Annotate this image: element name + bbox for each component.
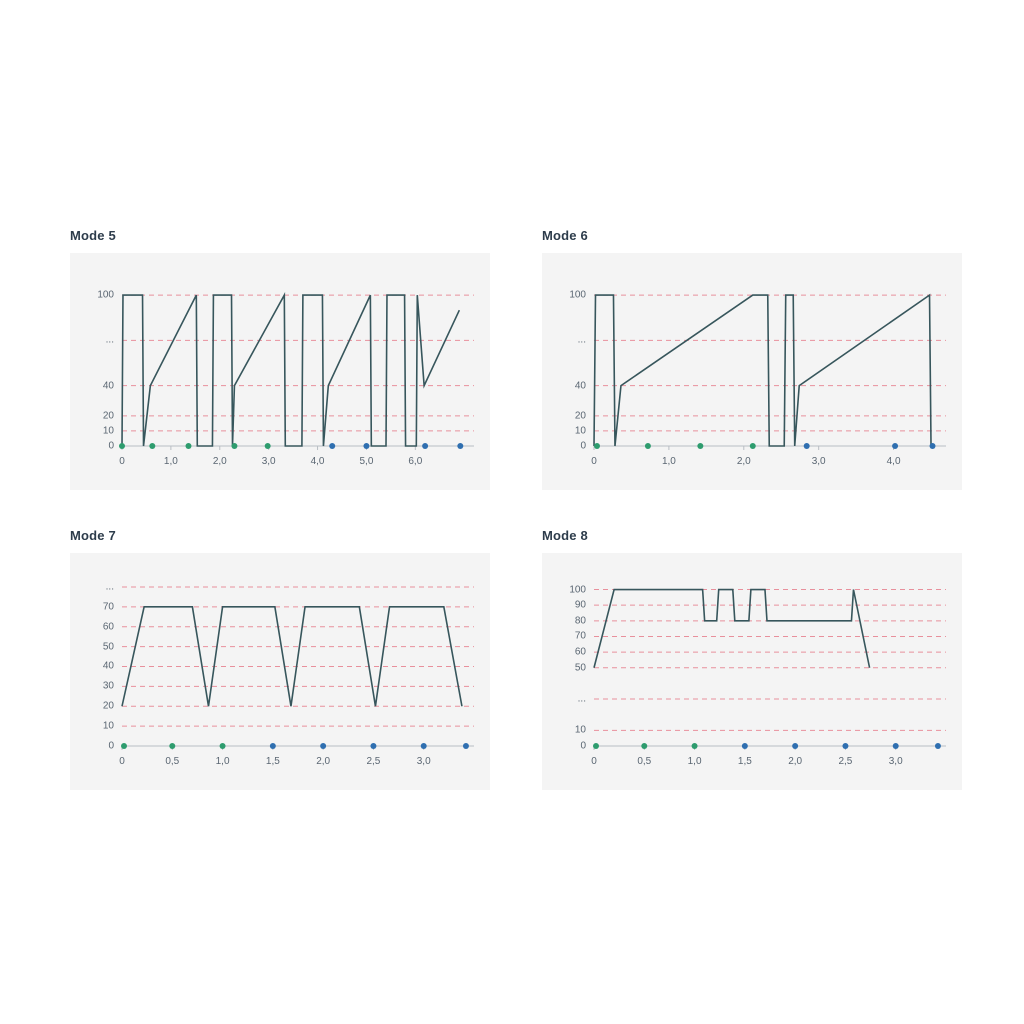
y-tick-label: 30 — [102, 680, 114, 692]
x-tick-label: 2,5 — [838, 756, 853, 767]
plot-area-mode6 — [594, 277, 946, 446]
plot-area-mode5 — [122, 277, 474, 446]
data-marker[interactable] — [329, 443, 335, 449]
x-tick-label: 5,0 — [359, 456, 374, 467]
data-marker[interactable] — [421, 743, 427, 749]
y-tick-label: 90 — [574, 599, 586, 611]
x-tick-label: 2,0 — [316, 756, 331, 767]
data-marker[interactable] — [742, 743, 748, 749]
x-tick-label: 3,0 — [416, 756, 431, 767]
y-tick-label: ... — [577, 334, 586, 346]
chart-title-mode6: Mode 6 — [542, 228, 588, 243]
x-axis-labels-mode5 — [119, 456, 474, 470]
y-tick-label: ... — [105, 581, 114, 593]
chart-panel-mode6 — [542, 228, 962, 490]
data-marker[interactable] — [231, 443, 237, 449]
y-tick-label: 60 — [574, 646, 586, 658]
data-marker[interactable] — [265, 443, 271, 449]
y-tick-label: ... — [105, 334, 114, 346]
charts-grid — [70, 228, 968, 808]
data-marker[interactable] — [935, 743, 941, 749]
chart-box-mode7 — [70, 553, 490, 790]
y-tick-label: 10 — [574, 425, 586, 437]
x-axis-labels-mode6 — [591, 456, 946, 470]
data-marker[interactable] — [169, 743, 175, 749]
chart-box-mode5 — [70, 253, 490, 490]
y-tick-label: 20 — [574, 410, 586, 422]
data-marker[interactable] — [422, 443, 428, 449]
y-tick-label: 0 — [580, 440, 586, 452]
x-tick-label: 1,0 — [215, 756, 230, 767]
x-tick-label: 2,0 — [212, 456, 227, 467]
y-axis-labels-mode5 — [70, 277, 118, 452]
y-tick-label: ... — [577, 693, 586, 705]
chart-box-mode8 — [542, 553, 962, 790]
data-marker[interactable] — [750, 443, 756, 449]
x-tick-label: 2,0 — [788, 756, 803, 767]
data-marker[interactable] — [593, 743, 599, 749]
y-tick-label: 40 — [102, 380, 114, 392]
chart-title-mode5: Mode 5 — [70, 228, 116, 243]
data-marker[interactable] — [930, 443, 936, 449]
x-tick-label: 4,0 — [886, 456, 901, 467]
x-tick-label: 3,0 — [888, 756, 903, 767]
y-tick-label: 40 — [102, 660, 114, 672]
series-line — [594, 590, 870, 668]
y-tick-label: 20 — [102, 410, 114, 422]
series-line — [122, 295, 459, 446]
chart-panel-mode7 — [70, 528, 490, 790]
x-tick-label: 0 — [591, 456, 597, 467]
plot-area-mode8 — [594, 577, 946, 746]
x-tick-label: 3,0 — [811, 456, 826, 467]
data-marker[interactable] — [119, 443, 125, 449]
y-tick-label: 20 — [102, 700, 114, 712]
chart-title-mode7: Mode 7 — [70, 528, 116, 543]
x-tick-label: 1,5 — [265, 756, 280, 767]
data-marker[interactable] — [697, 443, 703, 449]
y-tick-label: 0 — [108, 740, 114, 752]
y-tick-label: 100 — [569, 289, 586, 301]
data-marker[interactable] — [842, 743, 848, 749]
y-tick-label: 60 — [102, 621, 114, 633]
data-marker[interactable] — [149, 443, 155, 449]
y-tick-label: 10 — [102, 425, 114, 437]
x-tick-label: 6,0 — [408, 456, 423, 467]
x-axis-labels-mode7 — [119, 756, 474, 770]
data-marker[interactable] — [457, 443, 463, 449]
y-tick-label: 40 — [574, 380, 586, 392]
data-marker[interactable] — [220, 743, 226, 749]
y-tick-label: 100 — [97, 289, 114, 301]
series-line — [122, 607, 462, 706]
series-line — [594, 295, 931, 446]
data-marker[interactable] — [363, 443, 369, 449]
data-marker[interactable] — [121, 743, 127, 749]
data-marker[interactable] — [892, 443, 898, 449]
y-tick-label: 80 — [574, 615, 586, 627]
x-tick-label: 0 — [119, 456, 125, 467]
plot-area-mode7 — [122, 577, 474, 746]
x-tick-label: 1,0 — [163, 456, 178, 467]
y-axis-labels-mode6 — [542, 277, 590, 452]
y-tick-label: 50 — [102, 641, 114, 653]
data-marker[interactable] — [893, 743, 899, 749]
data-marker[interactable] — [320, 743, 326, 749]
y-tick-label: 50 — [574, 662, 586, 674]
data-marker[interactable] — [792, 743, 798, 749]
x-tick-label: 3,0 — [261, 456, 276, 467]
chart-box-mode6 — [542, 253, 962, 490]
x-axis-labels-mode8 — [591, 756, 946, 770]
data-marker[interactable] — [270, 743, 276, 749]
data-marker[interactable] — [692, 743, 698, 749]
y-tick-label: 70 — [574, 630, 586, 642]
x-tick-label: 2,5 — [366, 756, 381, 767]
x-tick-label: 0,5 — [165, 756, 180, 767]
x-tick-label: 1,0 — [661, 456, 676, 467]
data-marker[interactable] — [645, 443, 651, 449]
chart-panel-mode5 — [70, 228, 490, 490]
y-axis-labels-mode7 — [70, 577, 118, 752]
x-tick-label: 1,0 — [687, 756, 702, 767]
x-tick-label: 0,5 — [637, 756, 652, 767]
y-tick-label: 10 — [102, 720, 114, 732]
x-tick-label: 1,5 — [737, 756, 752, 767]
y-tick-label: 70 — [102, 601, 114, 613]
data-marker[interactable] — [804, 443, 810, 449]
data-marker[interactable] — [594, 443, 600, 449]
data-marker[interactable] — [463, 743, 469, 749]
data-marker[interactable] — [185, 443, 191, 449]
x-tick-label: 4,0 — [310, 456, 325, 467]
x-tick-label: 0 — [119, 756, 125, 767]
chart-title-mode8: Mode 8 — [542, 528, 588, 543]
y-tick-label: 10 — [574, 724, 586, 736]
y-tick-label: 100 — [569, 584, 586, 596]
chart-panel-mode8 — [542, 528, 962, 790]
y-tick-label: 0 — [108, 440, 114, 452]
x-tick-label: 2,0 — [736, 456, 751, 467]
y-tick-label: 0 — [580, 740, 586, 752]
data-marker[interactable] — [370, 743, 376, 749]
y-axis-labels-mode8 — [542, 577, 590, 752]
x-tick-label: 0 — [591, 756, 597, 767]
data-marker[interactable] — [641, 743, 647, 749]
